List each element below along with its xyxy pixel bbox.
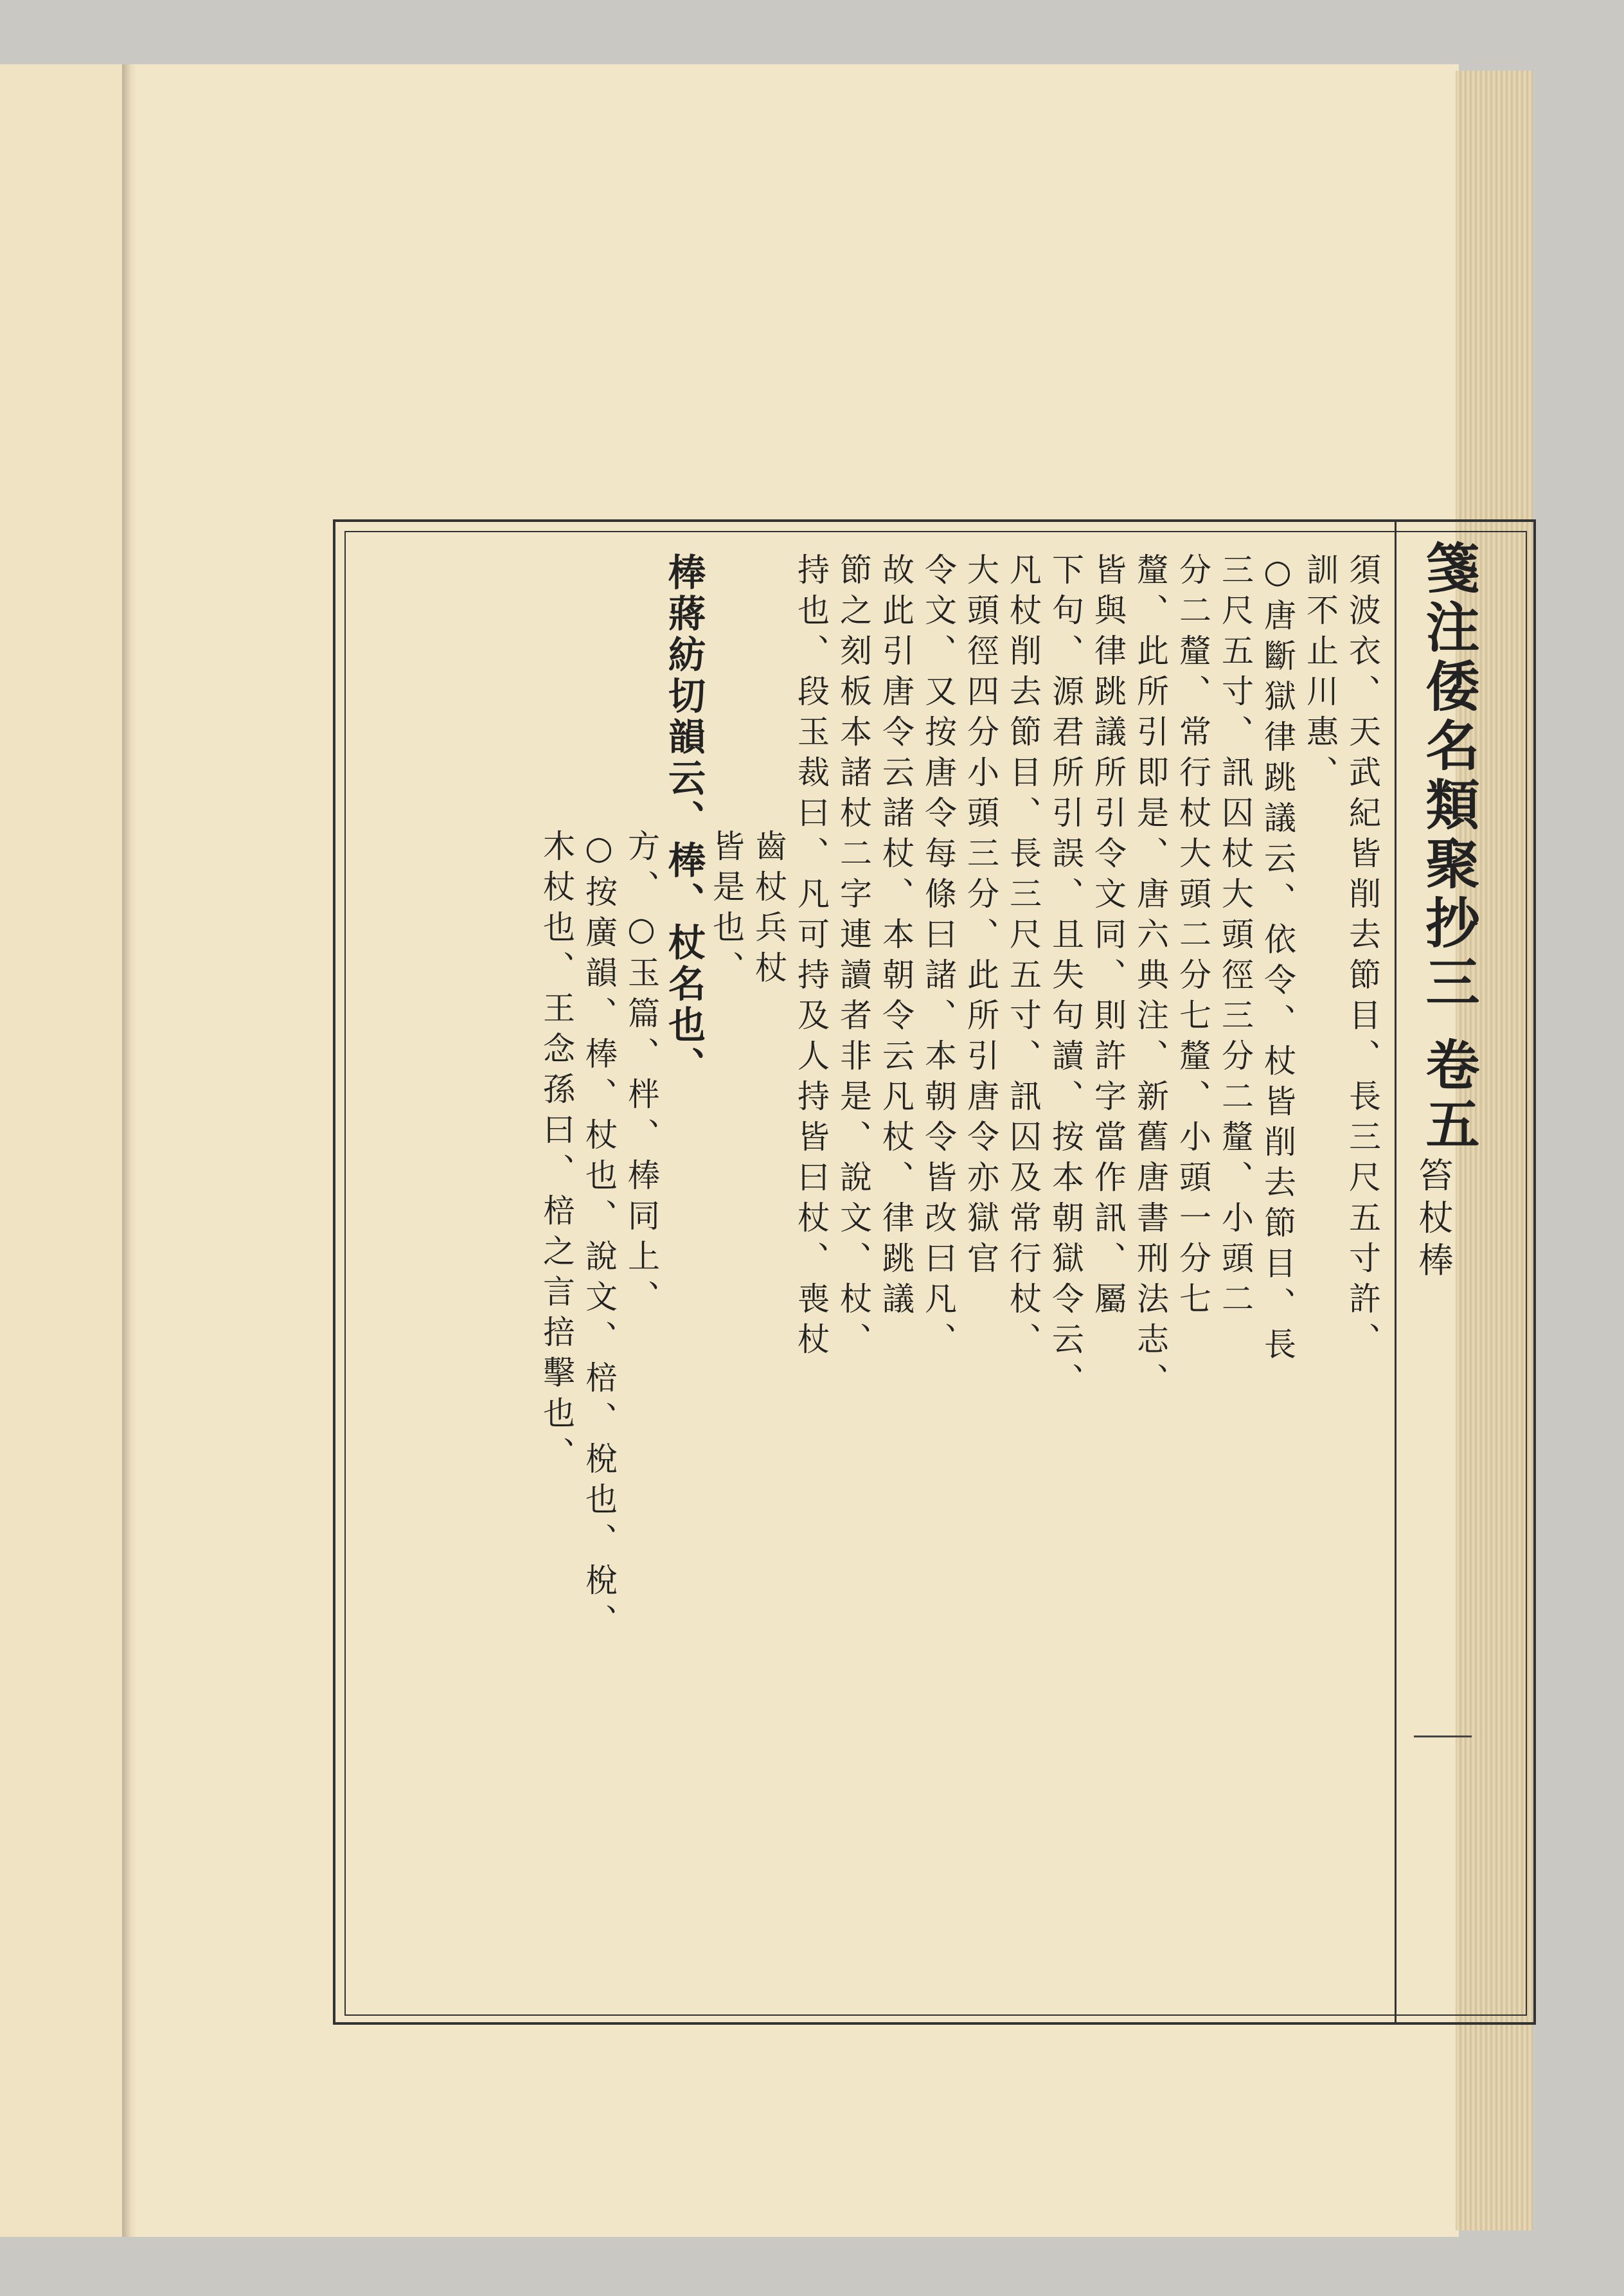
book-gutter [122, 64, 135, 2237]
text-column: 凡杖削去節目、長三尺五寸、訊囚及常行杖、 [1004, 553, 1042, 1363]
text-column: 故此引唐令云諸杖、本朝令云凡杖、律跳議 [877, 553, 915, 1322]
text-column: 下句、源君所引誤、且失句讀、按本朝獄令云、 [1047, 553, 1084, 1403]
page-number-rule [1414, 1735, 1472, 1737]
text-column: 方、○玉篇、柈、棒同上、 [623, 829, 660, 1320]
text-column: 齒杖兵杖 [750, 829, 787, 991]
text-column: 皆與律跳議所引令文同、則許字當作訊、屬 [1089, 553, 1127, 1322]
running-title [1417, 540, 1488, 1155]
text-column: 木杖也、王念孫曰、棓之言掊擊也、 [538, 829, 575, 1477]
text-column: 三尺五寸、訊囚杖大頭徑三分二釐、小頭二 [1217, 553, 1254, 1322]
main-text [347, 553, 1395, 1993]
text-column: ○按廣韻、棒、杖也、說文、棓、梲也、梲、 [580, 829, 618, 1644]
book-title: 箋注倭名類聚抄 [1417, 540, 1481, 954]
text-column: 令文、又按唐令每條曰諸、本朝令皆改曰凡、 [920, 553, 957, 1363]
entry-heading-column: 棒蔣紡切韻云、棒、杖名也、 [662, 553, 706, 1088]
margin-rule [1395, 519, 1403, 2025]
text-column: 分二釐、常行杖大頭二分七釐、小頭一分七 [1174, 553, 1211, 1322]
text-column: 須波衣、天武紀皆削去節目、長三尺五寸許、 [1344, 553, 1381, 1363]
text-column: ○唐斷獄律跳議云、依令、杖皆削去節目、長 [1259, 553, 1296, 1368]
text-column: 釐、此所引即是、唐六典注、新舊唐書刑法志、 [1132, 553, 1169, 1403]
text-column: 大頭徑四分小頭三分、此所引唐令亦獄官 [962, 553, 999, 1282]
volume-label: 三 卷五 [1417, 954, 1481, 1156]
text-column: 持也、段玉裁曰、凡可持及人持皆曰杖、喪杖 [792, 553, 830, 1363]
left-page [0, 64, 122, 2237]
section-heading: 笞杖棒 [1413, 1157, 1454, 1284]
text-column: 節之刻板本諸杖二字連讀者非是、說文、杖、 [835, 553, 872, 1363]
text-column: 訓不止川惠、 [1301, 553, 1339, 796]
text-column: 皆是也、 [708, 829, 745, 991]
